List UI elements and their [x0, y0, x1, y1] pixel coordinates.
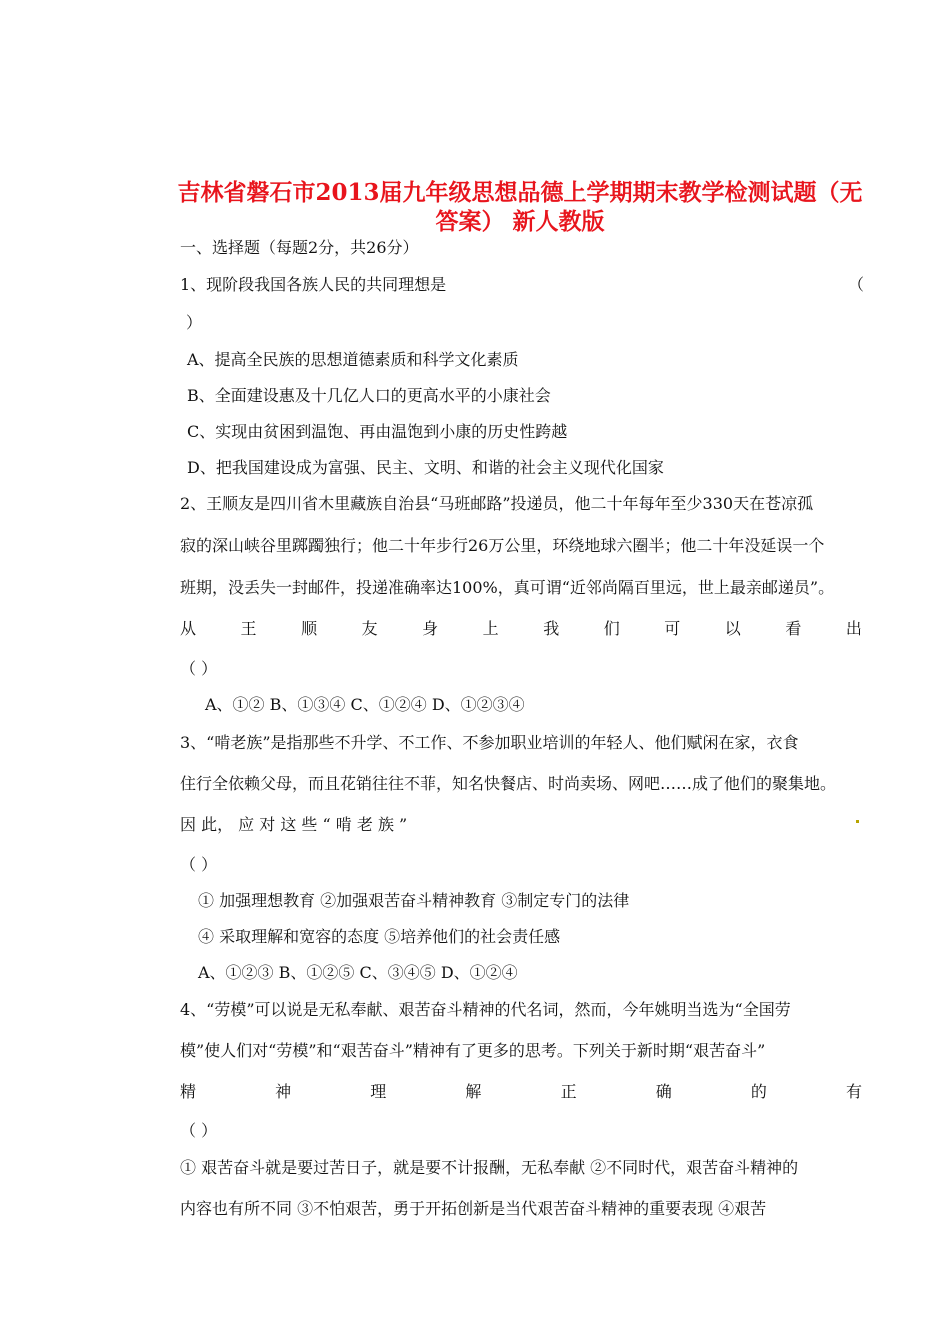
question-3-line-3: 因 此， 应 对 这 些 “ 啃 老 族 ” — [180, 815, 408, 834]
question-1-paren-open: （ — [848, 275, 865, 294]
question-2-line-3: 班期，没丢失一封邮件，投递准确率达100%，真可谓“近邻尚隔百里远，世上最亲邮递员”。 — [180, 578, 835, 597]
question-1-option-d: D、把我国建设成为富强、民主、文明、和谐的社会主义现代化国家 — [187, 458, 664, 477]
question-3-items-2: ④ 采取理解和宽容的态度 ⑤培养他们的社会责任感 — [198, 927, 561, 946]
q4-char: 正 — [560, 1082, 577, 1101]
title-line-1: 吉林省磐石市2013届九年级思想品德上学期期末教学检测试题（无 — [177, 179, 863, 206]
question-4-line-1: 4、“劳模”可以说是无私奉献、艰苦奋斗精神的代名词，然而，今年姚明当选为“全国劳 — [180, 1000, 791, 1019]
q4-char: 神 — [275, 1082, 292, 1101]
question-2-line-2: 寂的深山峡谷里踯躅独行；他二十年步行26万公里，环绕地球六圈半；他二十年没延误一个 — [180, 536, 825, 555]
q4-char: 解 — [465, 1082, 482, 1101]
question-1-option-c: C、实现由贫困到温饱、再由温饱到小康的历史性跨越 — [187, 422, 568, 441]
question-4-line-5: ① 艰苦奋斗就是要过苦日子，就是要不计报酬，无私奉献 ②不同时代，艰苦奋斗精神的 — [180, 1158, 799, 1177]
question-3-items-1: ① 加强理想教育 ②加强艰苦奋斗精神教育 ③制定专门的法律 — [198, 891, 630, 910]
q4-char: 理 — [370, 1082, 387, 1101]
q4-char: 精 — [180, 1082, 197, 1101]
question-1-option-a: A、提高全民族的思想道德素质和科学文化素质 — [187, 350, 519, 369]
q2-char: 身 — [422, 619, 439, 638]
question-3-line-1: 3、“啃老族”是指那些不升学、不工作、不参加职业培训的年轻人、他们赋闲在家，衣食 — [180, 733, 799, 752]
question-4-line-2: 模”使人们对“劳模”和“艰苦奋斗”精神有了更多的思考。下列关于新时期“艰苦奋斗” — [180, 1041, 766, 1060]
q2-char: 可 — [664, 619, 681, 638]
q2-char: 友 — [361, 619, 378, 638]
q2-char: 王 — [240, 619, 257, 638]
question-2-line-4 — [180, 616, 862, 639]
q2-char: 从 — [180, 619, 197, 638]
q4-char: 确 — [655, 1082, 672, 1101]
question-3-line-2: 住行全依赖父母，而且花销往往不菲，知名快餐店、时尚卖场、网吧……成了他们的聚集地。 — [180, 774, 837, 793]
q4-char: 有 — [845, 1082, 862, 1101]
question-2-line-1: 2、王顺友是四川省木里藏族自治县“马班邮路”投递员，他二十年每年至少330天在苍凉孤 — [180, 494, 814, 513]
q2-char: 看 — [785, 619, 802, 638]
stray-dot — [856, 820, 859, 823]
question-1-option-b: B、全面建设惠及十几亿人口的更高水平的小康社会 — [187, 386, 551, 405]
q2-char: 出 — [845, 619, 862, 638]
section-heading: 一、选择题（每题2分，共26分） — [180, 238, 419, 257]
question-4-paren: （ ） — [180, 1121, 218, 1140]
question-3-options: A、①②③ B、①②⑤ C、③④⑤ D、①②④ — [198, 963, 518, 982]
question-4-line-6: 内容也有所不同 ③不怕艰苦，勇于开拓创新是当代艰苦奋斗精神的重要表现 ④艰苦 — [180, 1199, 767, 1218]
question-3-paren: （ ） — [180, 855, 218, 874]
question-1-stem: 1、现阶段我国各族人民的共同理想是 — [180, 275, 447, 294]
question-4-line-3 — [180, 1079, 862, 1102]
q2-char: 上 — [482, 619, 499, 638]
q2-char: 我 — [543, 619, 560, 638]
title-line-2: 答案） 新人教版 — [435, 208, 605, 235]
q2-char: 们 — [603, 619, 620, 638]
question-2-paren: （ ） — [180, 659, 218, 678]
q2-char: 以 — [724, 619, 741, 638]
q2-char: 顺 — [301, 619, 318, 638]
document-title — [150, 178, 890, 236]
question-2-options: A、①② B、①③④ C、①②④ D、①②③④ — [205, 695, 525, 714]
q4-char: 的 — [750, 1082, 767, 1101]
question-1-paren-close: ） — [186, 313, 203, 332]
